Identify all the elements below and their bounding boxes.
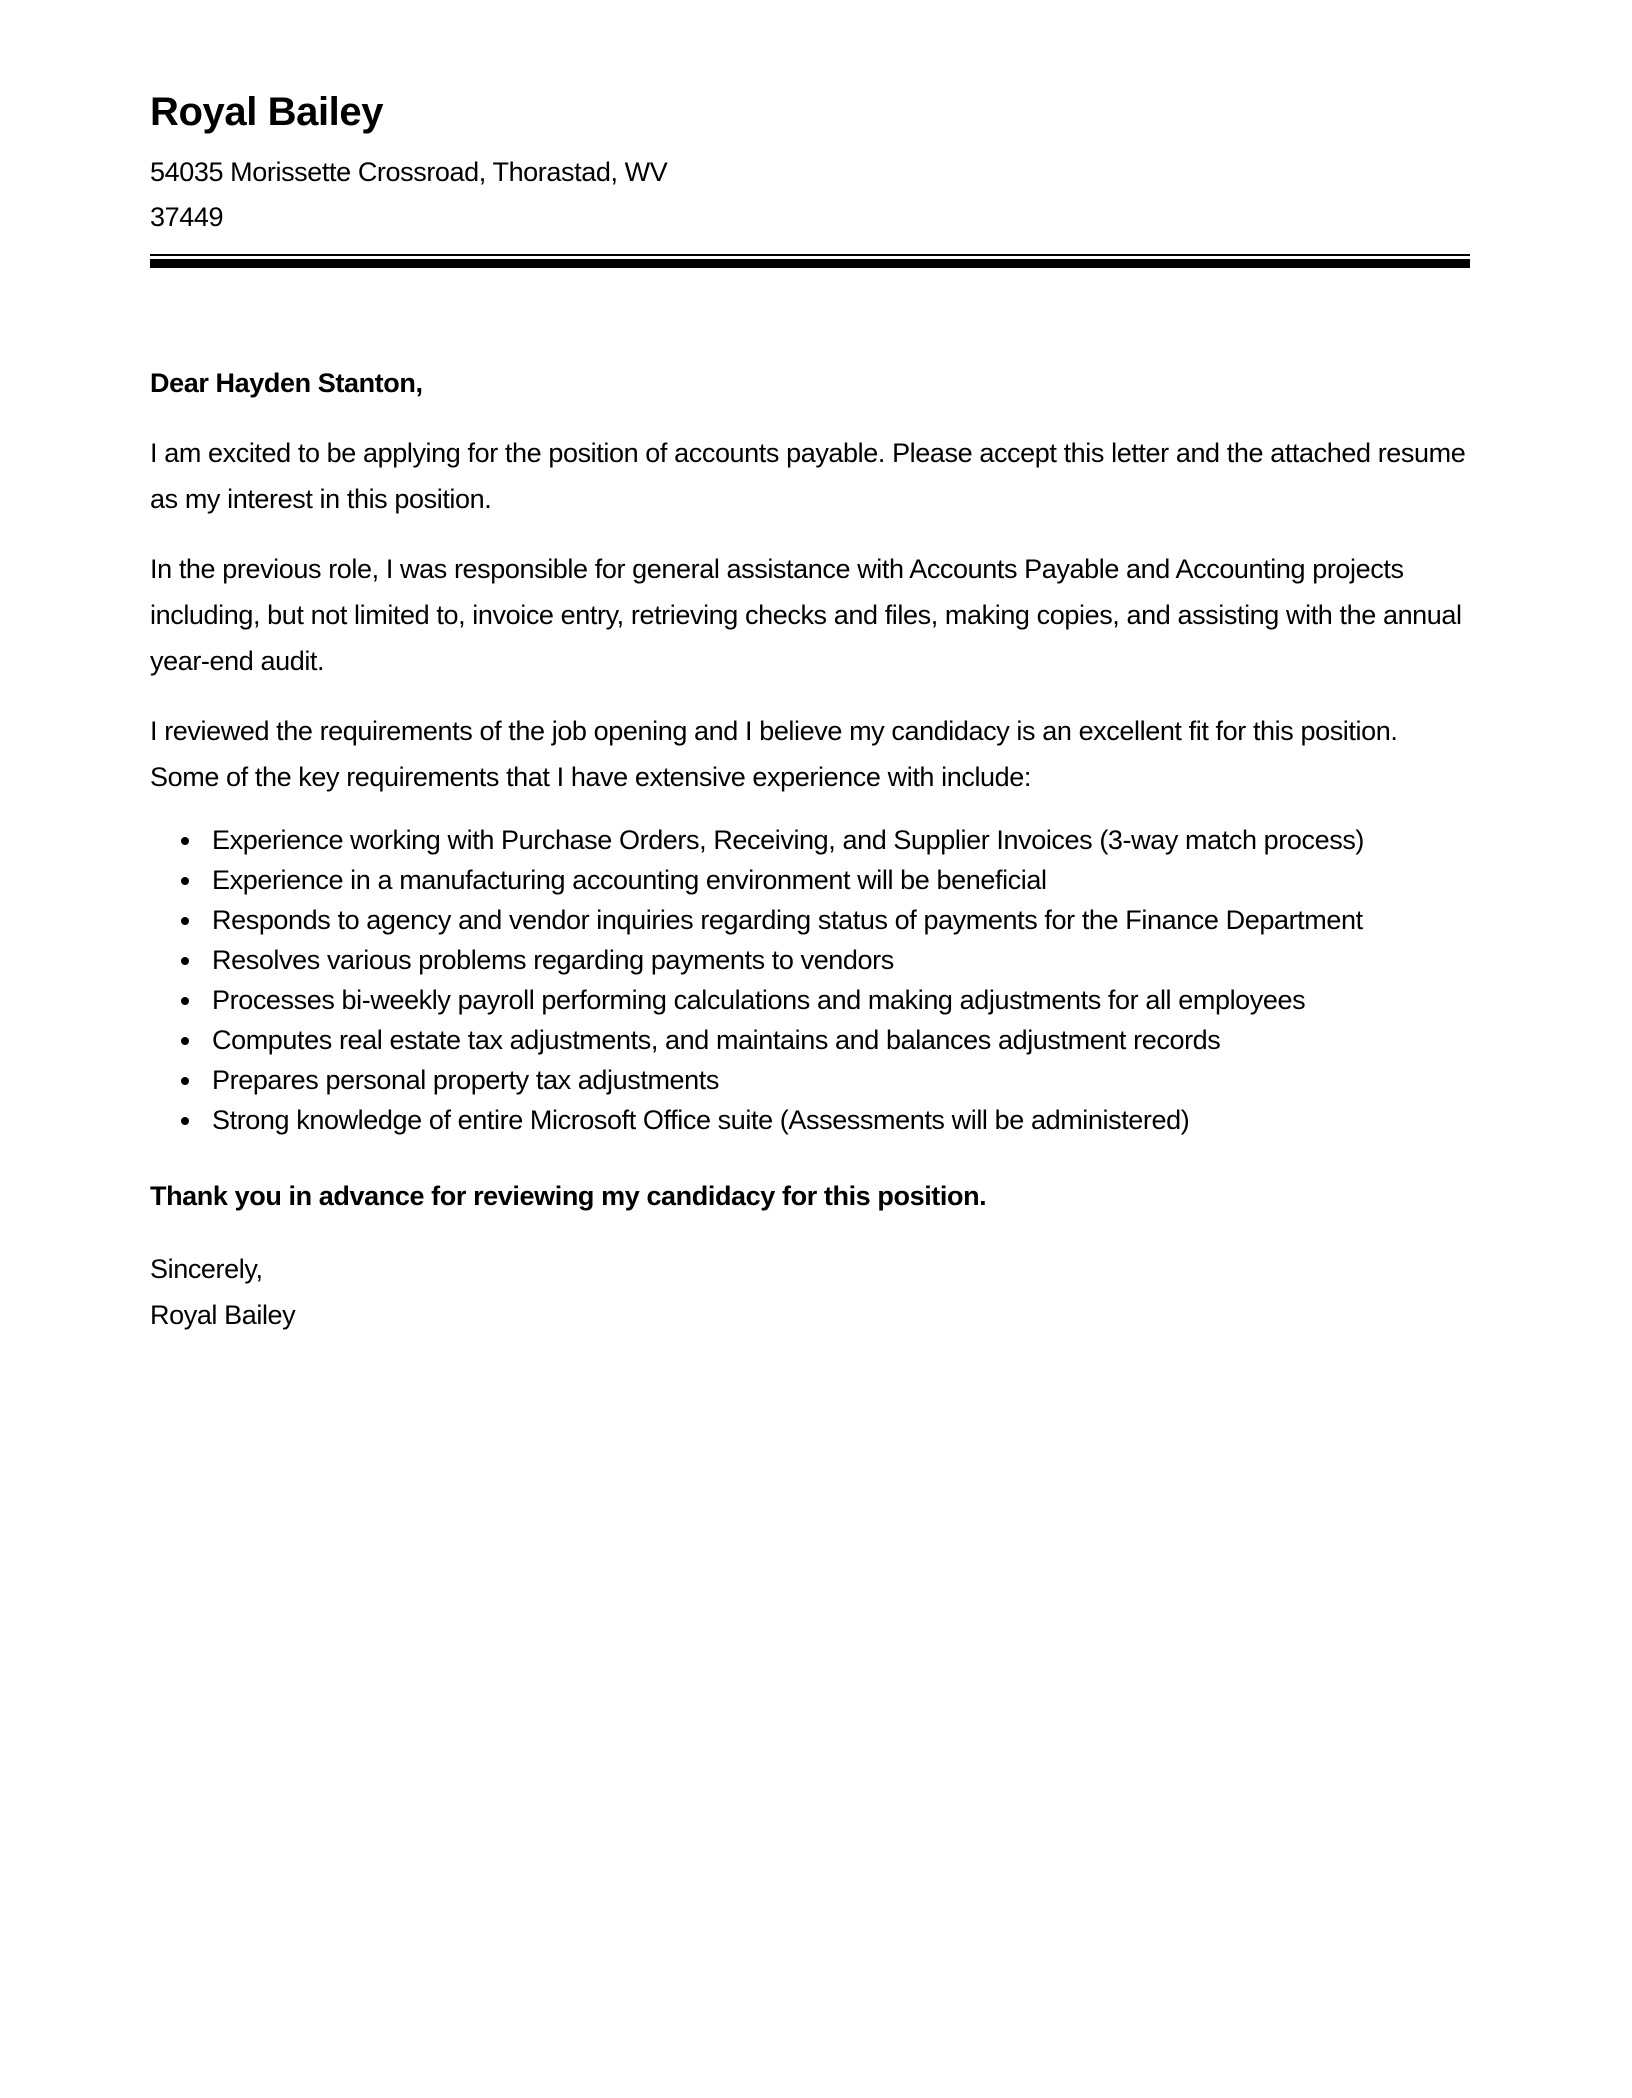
closing-block [150, 1246, 1470, 1338]
list-item: • Experience in a manufacturing accounting environment will be beneficial [204, 860, 1470, 900]
list-item: • Experience working with Purchase Orders, Receiving, and Supplier Invoices (3-way match process) [204, 820, 1470, 860]
sender-name: Royal Bailey [150, 90, 384, 134]
paragraph-previous-role: In the previous role, I was responsible for general assistance with Accounts Payable and Accounting projects including, but not limited to, invoice entry, retrieving checks and files, making copies, and assisting with the annual year-end audit. [150, 554, 1462, 676]
sender-address [150, 150, 1470, 240]
thank-you-line: Thank you in advance for reviewing my candidacy for this position. [150, 1181, 987, 1211]
address-line-2: 37449 [150, 202, 224, 232]
signature-name: Royal Bailey [150, 1300, 296, 1330]
list-item: • Resolves various problems regarding payments to vendors [204, 940, 1470, 980]
list-item: • Prepares personal property tax adjustments [204, 1060, 1470, 1100]
address-line-1: 54035 Morissette Crossroad, Thorastad, WV [150, 157, 668, 187]
closing-salutation: Sincerely, [150, 1254, 263, 1284]
requirements-list [150, 820, 1470, 1140]
paragraph-requirements-lead-in: I reviewed the requirements of the job opening and I believe my candidacy is an excellent fit for this position. Some of the key requirements that I have extensive experience with include: [150, 716, 1398, 792]
list-item: • Computes real estate tax adjustments, and maintains and balances adjustment records [204, 1020, 1470, 1060]
paragraph-intro: I am excited to be applying for the position of accounts payable. Please accept this letter and the attached resume as my interest in this position. [150, 438, 1466, 514]
header-divider-rule [150, 254, 1470, 268]
list-item: • Strong knowledge of entire Microsoft Office suite (Assessments will be administered) [204, 1100, 1470, 1140]
list-item: • Processes bi-weekly payroll performing calculations and making adjustments for all employees [204, 980, 1470, 1020]
list-item: • Responds to agency and vendor inquiries regarding status of payments for the Finance Department [204, 900, 1470, 940]
salutation: Dear Hayden Stanton, [150, 368, 423, 398]
